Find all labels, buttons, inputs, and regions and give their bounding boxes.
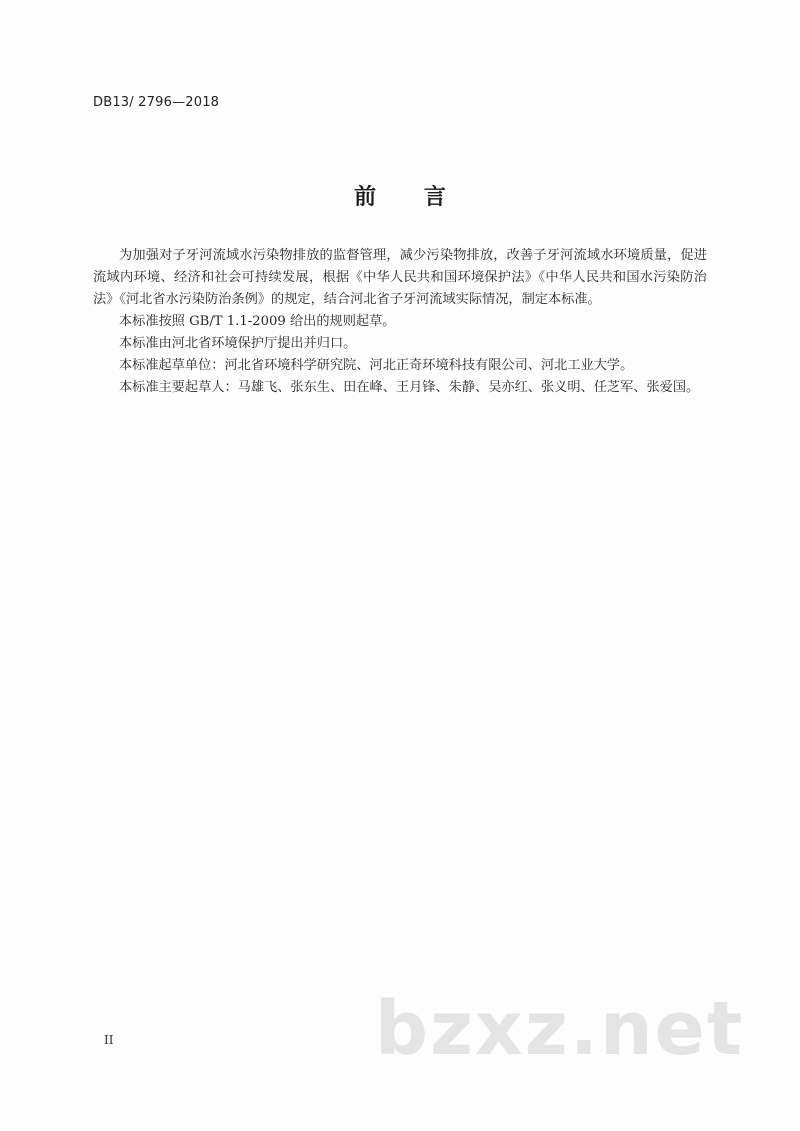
section-title-char: 前 xyxy=(354,185,377,210)
foreword-body xyxy=(93,245,707,399)
watermark: bzxz.net xyxy=(375,986,745,1072)
page-number: II xyxy=(104,1033,114,1047)
standard-code: DB13/ 2796—2018 xyxy=(93,95,220,110)
section-title xyxy=(0,180,800,211)
paragraph-drafters: 本标准主要起草人：马雄飞、张东生、田在峰、王月锋、朱静、吴亦红、张义明、任芝军、张爱国。 xyxy=(119,380,700,395)
paragraph-drafting-units: 本标准起草单位：河北省环境科学研究院、河北正奇环境科技有限公司、河北工业大学。 xyxy=(119,358,634,373)
paragraph-purpose: 为加强对子牙河流域水污染物排放的监督管理，减少污染物排放，改善子牙河流域水环境质量，促进流域内环境、经济和社会可持续发展，根据《中华人民共和国环境保护法》《中华人民共和国水污染防治法》《河北省水污染防治条例》的规定，结合河北省子牙河流域实际情况，制定本标准。 xyxy=(93,248,707,307)
paragraph-proposer: 本标准由河北省环境保护厅提出并归口。 xyxy=(119,336,357,351)
paragraph-drafting-rules: 本标准按照 GB/T 1.1-2009 给出的规则起草。 xyxy=(119,314,396,329)
section-title-char: 言 xyxy=(423,185,446,210)
